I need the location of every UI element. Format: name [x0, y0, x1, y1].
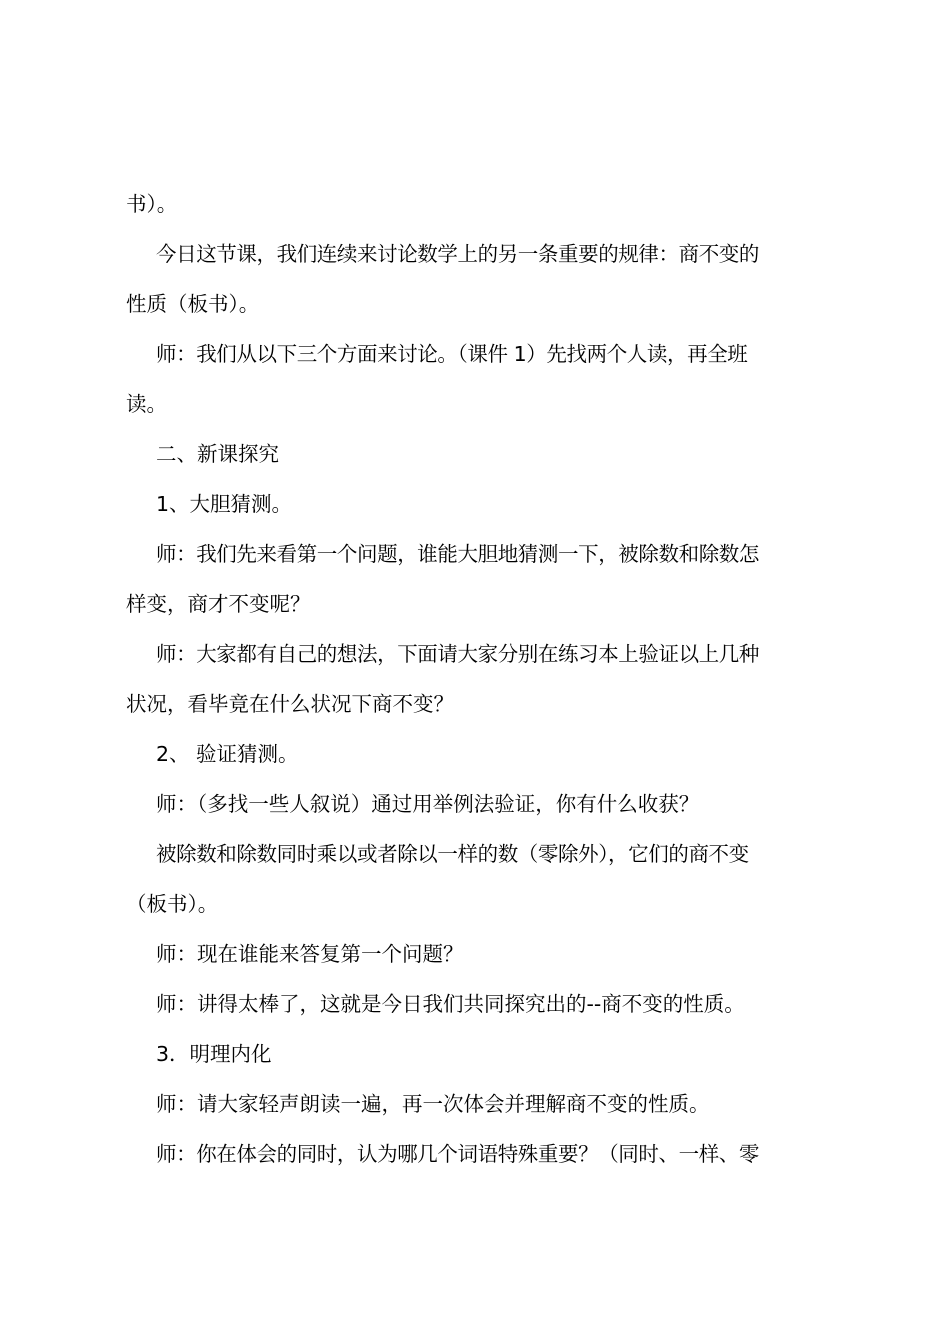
paragraph-line: 师：现在谁能来答复第一个问题？	[156, 942, 464, 966]
paragraph-line: 师：大家都有自己的想法，下面请大家分别在练习本上验证以上几种	[156, 642, 759, 666]
paragraph-line: 书）。	[126, 192, 178, 216]
paragraph-line: 样变，商才不变呢？	[126, 592, 311, 616]
paragraph-line: 读。	[126, 392, 167, 416]
paragraph-line: 今日这节课，我们连续来讨论数学上的另一条重要的规律：商不变的	[156, 242, 759, 266]
paragraph-line: 师：（多找一些人叙说）通过用举例法验证，你有什么收获？	[156, 792, 700, 816]
paragraph-line: 师：我们从以下三个方面来讨论。（课件 1）先找两个人读，再全班	[156, 342, 748, 366]
paragraph-line: 师：请大家轻声朗读一遍，再一次体会并理解商不变的性质。	[156, 1092, 710, 1116]
subsection-heading: 2、 验证猜测。	[156, 742, 299, 766]
paragraph-line: （板书）。	[126, 892, 219, 916]
paragraph-line: 师：讲得太棒了，这就是今日我们共同探究出的--商不变的性质。	[156, 992, 745, 1016]
paragraph-line: 被除数和除数同时乘以或者除以一样的数（零除外），它们的商不变	[156, 842, 749, 866]
paragraph-line: 状况，看毕竟在什么状况下商不变？	[126, 692, 454, 716]
paragraph-line: 师：我们先来看第一个问题，谁能大胆地猜测一下，被除数和除数怎	[156, 542, 759, 566]
subsection-heading: 3．明理内化	[156, 1042, 272, 1066]
section-heading: 二、新课探究	[156, 442, 279, 466]
subsection-heading: 1、大胆猜测。	[156, 492, 293, 516]
document-page	[126, 179, 832, 1179]
paragraph-line: 性质（板书）。	[126, 292, 260, 316]
paragraph-line: 师：你在体会的同时，认为哪几个词语特殊重要？（同时、一样、零	[156, 1142, 759, 1166]
